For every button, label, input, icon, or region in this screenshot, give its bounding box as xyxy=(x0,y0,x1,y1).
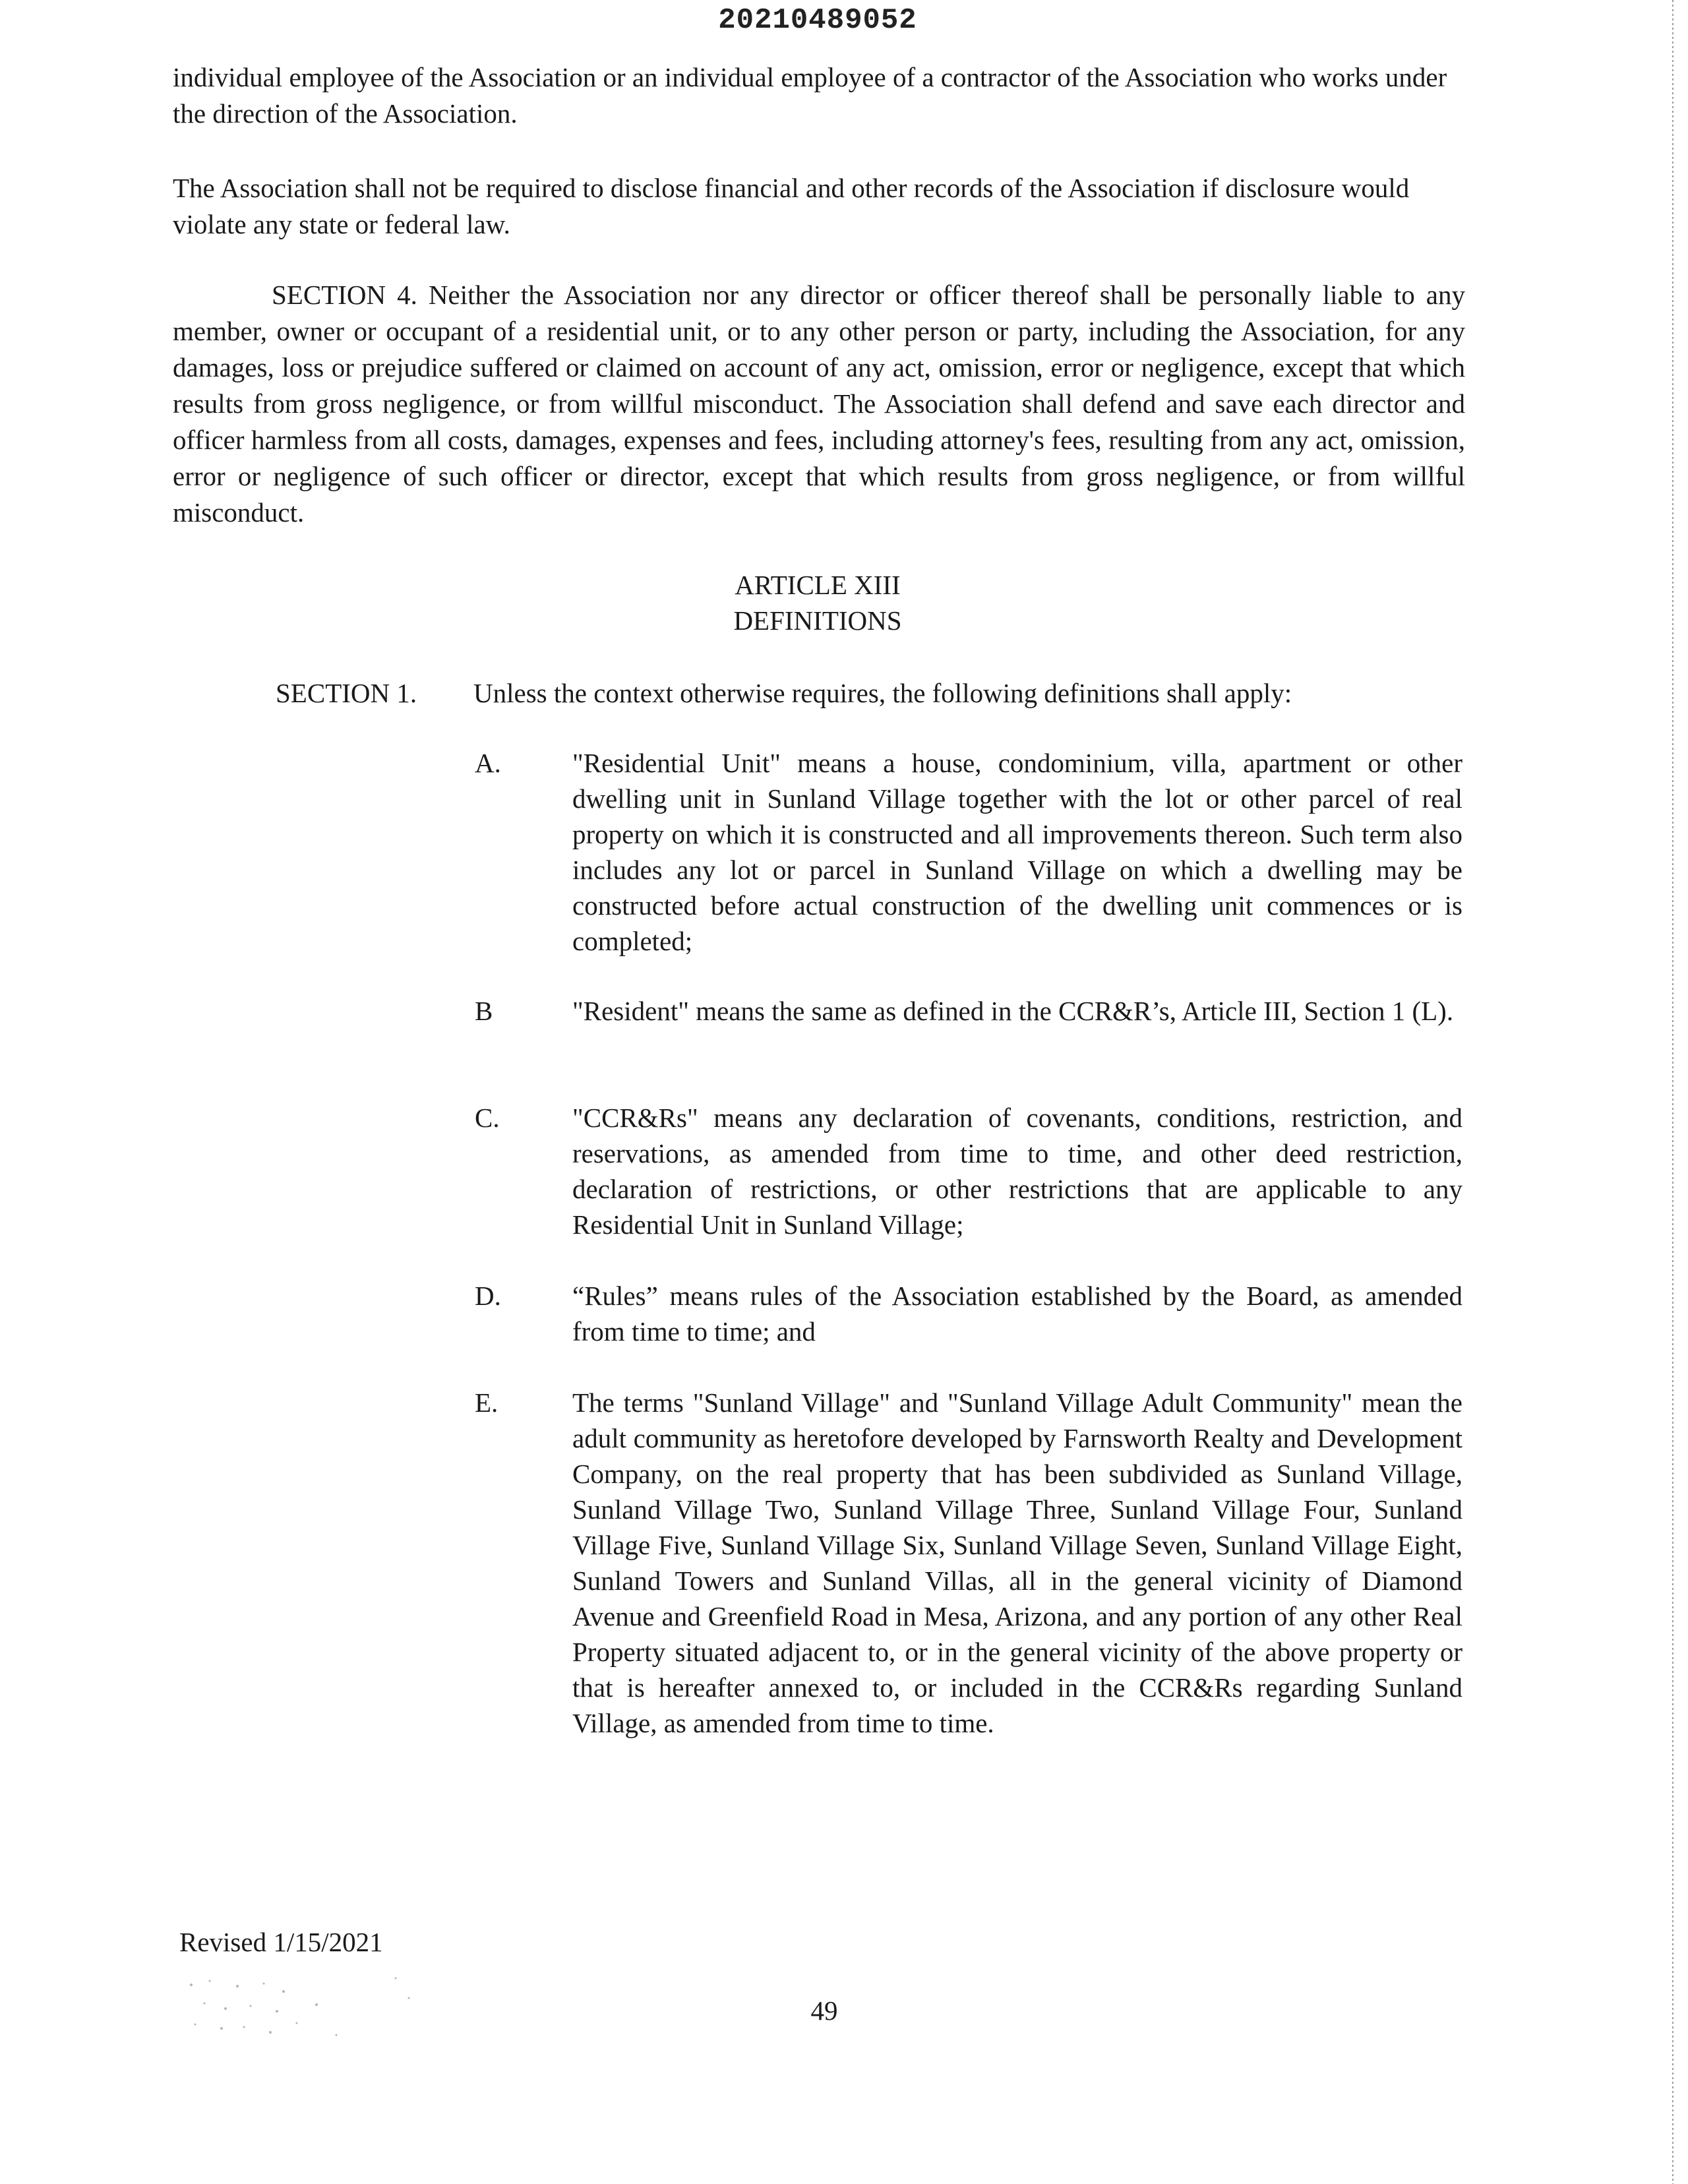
definition-text: "Resident" means the same as defined in the CCR&R’s, Article III, Section 1 (L). xyxy=(572,996,1454,1026)
definition-letter: B xyxy=(475,996,493,1026)
paragraph-section-4: SECTION 4. Neither the Association nor any director or officer thereof shall be personally liable to any member, owner or occupant of a residential unit, or to any other person or party, including the Association, for any damages, loss or prejudice suffered or claimed on account of any act, omission, error or negligence, except that which results from gross negligence, or from willful misconduct. The Association shall defend and save each director and officer harmless from all costs, damages, expenses and fees, including attorney's fees, resulting from any act, omission, error or negligence of such officer or director, except that which results from gross negligence, or from willful misconduct. xyxy=(173,280,1465,528)
page-number: 49 xyxy=(810,1995,838,2026)
paragraph-disclosure: The Association shall not be required to disclose financial and other records of the Association if disclosure would violate any state or federal law. xyxy=(173,173,1410,239)
definition-letter: E. xyxy=(475,1387,498,1418)
definition-text: “Rules” means rules of the Association established by the Board, as amended from time to time; and xyxy=(572,1281,1462,1347)
document-number: 20210489052 xyxy=(718,4,917,37)
revision-date: Revised 1/15/2021 xyxy=(179,1927,383,1957)
definition-letter: D. xyxy=(475,1281,501,1311)
definition-text: "Residential Unit" means a house, condominium, villa, apartment or other dwelling unit in Sunland Village together with the lot or other parcel of real property on which it is constructed and all improvements thereon. Such term also includes any lot or parcel in Sunland Village on which a dwelling may be constructed before actual construction of the dwelling unit commences or is completed; xyxy=(572,748,1462,956)
section-1-label: SECTION 1. xyxy=(276,678,417,708)
section-1-text: Unless the context otherwise requires, the following definitions shall apply: xyxy=(473,678,1292,708)
definition-text: The terms "Sunland Village" and "Sunland Village Adult Community" mean the adult community as heretofore developed by Farnsworth Realty and Development Company, on the real property that has been subdivided as Sunland Village, Sunland Village Two, Sunland Village Three, Sunland Village Four, Sunland Village Five, Sunland Village Six, Sunland Village Seven, Sunland Village Eight, Sunland Towers and Sunland Villas, all in the general vicinity of Diamond Avenue and Greenfield Road in Mesa, Arizona, and any portion of any other Real Property situated adjacent to, or in the general vicinity of the above property or that is hereafter annexed to, or included in the CCR&Rs regarding Sunland Village, as amended from time to time. xyxy=(572,1387,1462,1738)
definition-letter: A. xyxy=(475,748,501,778)
definition-letter: C. xyxy=(475,1103,500,1133)
article-subtitle: DEFINITIONS xyxy=(733,605,902,636)
definition-text: "CCR&Rs" means any declaration of covenants, conditions, restriction, and reservations, as amended from time to time, and other deed restriction, declaration of restrictions, or other restrictions that are applicable to any Residential Unit in Sunland Village; xyxy=(572,1103,1462,1240)
scan-edge-line xyxy=(1672,0,1673,2184)
paragraph-employee: individual employee of the Association or an individual employee of a contractor of the Association who works under the direction of the Association. xyxy=(173,62,1447,129)
article-title: ARTICLE XIII xyxy=(735,570,901,600)
scan-noise-speckle xyxy=(178,1972,429,2051)
